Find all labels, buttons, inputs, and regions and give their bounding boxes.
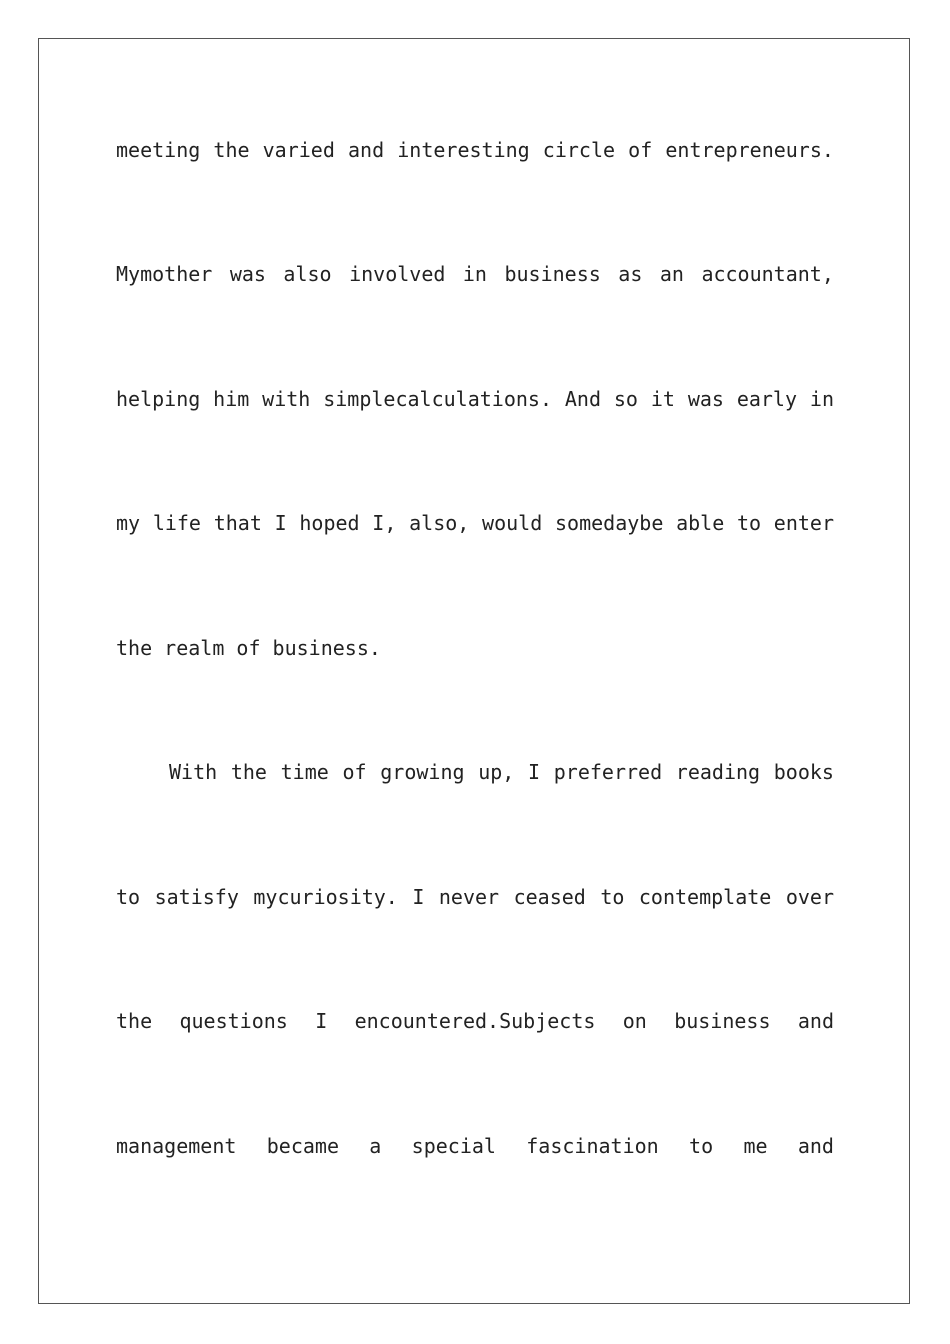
word: as (618, 262, 643, 286)
word: it (650, 387, 675, 411)
word: management (116, 1134, 237, 1158)
word: involved (349, 262, 446, 286)
word: the (230, 760, 267, 784)
word: of (342, 760, 367, 784)
text-line-7 (116, 885, 834, 909)
word: up, (478, 760, 515, 784)
word: with (262, 387, 311, 411)
word: life (152, 511, 201, 535)
word: the (213, 138, 250, 162)
word: was (229, 262, 266, 286)
word: varied (262, 138, 335, 162)
word: and (797, 1134, 834, 1158)
word: I (412, 885, 425, 909)
word: also (283, 262, 332, 286)
word: I (274, 511, 287, 535)
word: I (315, 1009, 328, 1033)
text-line-1 (116, 138, 834, 162)
word: was (687, 387, 724, 411)
word: over (785, 885, 834, 909)
word: I (528, 760, 541, 784)
word: contemplate (638, 885, 772, 909)
word: never (438, 885, 500, 909)
word: meeting (116, 138, 201, 162)
word: questions (179, 1009, 288, 1033)
text-line-3 (116, 387, 834, 411)
word: growing (380, 760, 465, 784)
word: and (348, 138, 385, 162)
word: reading (675, 760, 761, 784)
word: interesting (397, 138, 530, 162)
word: able (676, 511, 725, 535)
text-line-9 (116, 1134, 834, 1158)
word: helping (116, 387, 201, 411)
word: an (659, 262, 684, 286)
word: And (564, 387, 601, 411)
word: to (600, 885, 625, 909)
text-line-6 (169, 760, 834, 784)
word: that (213, 511, 262, 535)
word: on (622, 1009, 647, 1033)
word: encountered.Subjects (354, 1009, 596, 1033)
word: enter (773, 511, 834, 535)
word: to (736, 511, 762, 535)
word: became (266, 1134, 339, 1158)
text-line-8 (116, 1009, 834, 1033)
word: to (116, 885, 141, 909)
word: business (674, 1009, 771, 1033)
text-line-2 (116, 262, 834, 286)
word: in (809, 387, 834, 411)
word: of (628, 138, 653, 162)
word: would (482, 511, 543, 535)
text-line-5: the realm of business. (116, 636, 381, 660)
word: a (369, 1134, 382, 1158)
word: accountant, (701, 262, 834, 286)
word: to (689, 1134, 714, 1158)
word: the (116, 1009, 153, 1033)
word: also, (409, 511, 470, 535)
page-border (38, 38, 910, 1304)
word: circle (542, 138, 616, 162)
word: hoped (299, 511, 360, 535)
word: in (462, 262, 487, 286)
word: special (411, 1134, 496, 1158)
word: entrepreneurs. (665, 138, 834, 162)
word: him (213, 387, 250, 411)
word: somedaybe (554, 511, 664, 535)
text-line-4 (116, 511, 834, 535)
word: so (613, 387, 638, 411)
word: satisfy (154, 885, 239, 909)
word: Mymother (116, 262, 213, 286)
word: With (169, 760, 218, 784)
word: books (773, 760, 834, 784)
word: time (280, 760, 329, 784)
word: me (743, 1134, 768, 1158)
word: and (797, 1009, 834, 1033)
word: I, (372, 511, 397, 535)
word: mycuriosity. (253, 885, 398, 909)
word: ceased (513, 885, 586, 909)
word: business (504, 262, 601, 286)
word: fascination (526, 1134, 659, 1158)
word: early (736, 387, 798, 411)
word: preferred (553, 760, 663, 784)
word: simplecalculations. (323, 387, 552, 411)
word: my (116, 511, 141, 535)
